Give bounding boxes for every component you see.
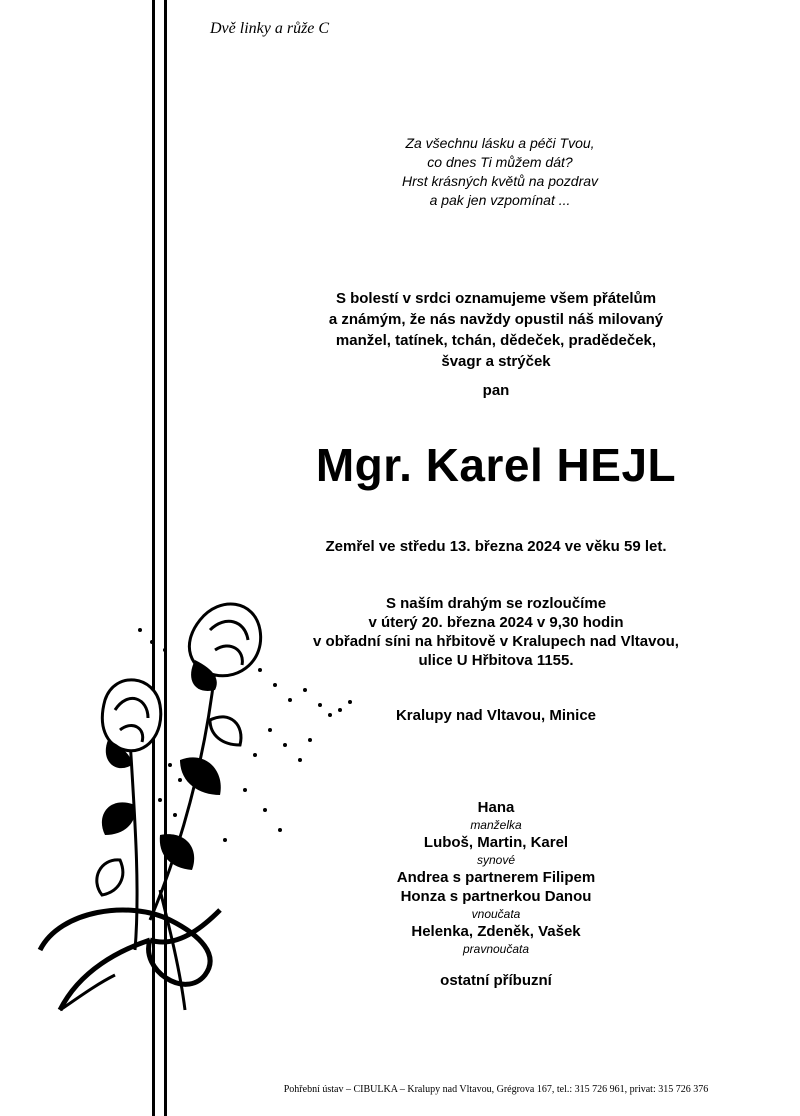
- farewell-line: S naším drahým se rozloučíme: [385, 595, 607, 612]
- poem: [330, 134, 670, 210]
- mourner-names: Andrea s partnerem Filipem: [396, 869, 596, 886]
- other-relatives: ostatní příbuzní: [440, 972, 552, 989]
- poem-line: co dnes Ti můžem dát?: [427, 154, 573, 170]
- title-word: pan: [482, 382, 510, 399]
- announcement-line: a známým, že nás navždy opustil náš milovaný: [328, 311, 664, 328]
- announcement-line: manžel, tatínek, tchán, dědeček, pradědeček,: [335, 332, 657, 349]
- poem-line: Hrst krásných květů na pozdrav: [401, 173, 599, 189]
- poem-line: Za všechnu lásku a péči Tvou,: [405, 135, 595, 151]
- mourner-relation: pravnoučata: [462, 942, 530, 956]
- mourner-names: Luboš, Martin, Karel: [423, 834, 569, 851]
- location: Kralupy nad Vltavou, Minice: [395, 707, 597, 724]
- announcement-line: švagr a strýček: [441, 353, 551, 370]
- death-info: Zemřel ve středu 13. března 2024 ve věku 59 let.: [325, 538, 667, 555]
- announcement: [200, 288, 792, 372]
- mourner-names: Hana: [477, 799, 515, 816]
- farewell-line: v úterý 20. března 2024 v 9,30 hodin: [368, 614, 624, 631]
- poem-line: a pak jen vzpomínat ...: [429, 192, 571, 208]
- rose-bouquet-icon: [20, 590, 380, 1040]
- footer-funeral-service: Pohřební ústav – CIBULKA – Kralupy nad Vltavou, Grégrova 167, tel.: 315 726 961, privat: 315 726 376: [283, 1084, 709, 1095]
- mourner-relation: vnoučata: [471, 907, 521, 921]
- farewell-line: v obřadní síni na hřbitově v Kralupech nad Vltavou,: [313, 633, 679, 650]
- announcement-line: S bolestí v srdci oznamujeme všem přátelům: [335, 290, 657, 307]
- mourner-names: Helenka, Zdeněk, Vašek: [411, 923, 581, 940]
- deceased-name: Mgr. Karel HEJL: [315, 439, 677, 491]
- mourner-relation: manželka: [470, 818, 522, 832]
- template-name: Dvě linky a růže C: [210, 20, 330, 37]
- mourner-names: Honza s partnerkou Danou: [400, 888, 592, 905]
- mourner-relation: synové: [476, 853, 516, 867]
- farewell-line: ulice U Hřbitova 1155.: [418, 652, 574, 669]
